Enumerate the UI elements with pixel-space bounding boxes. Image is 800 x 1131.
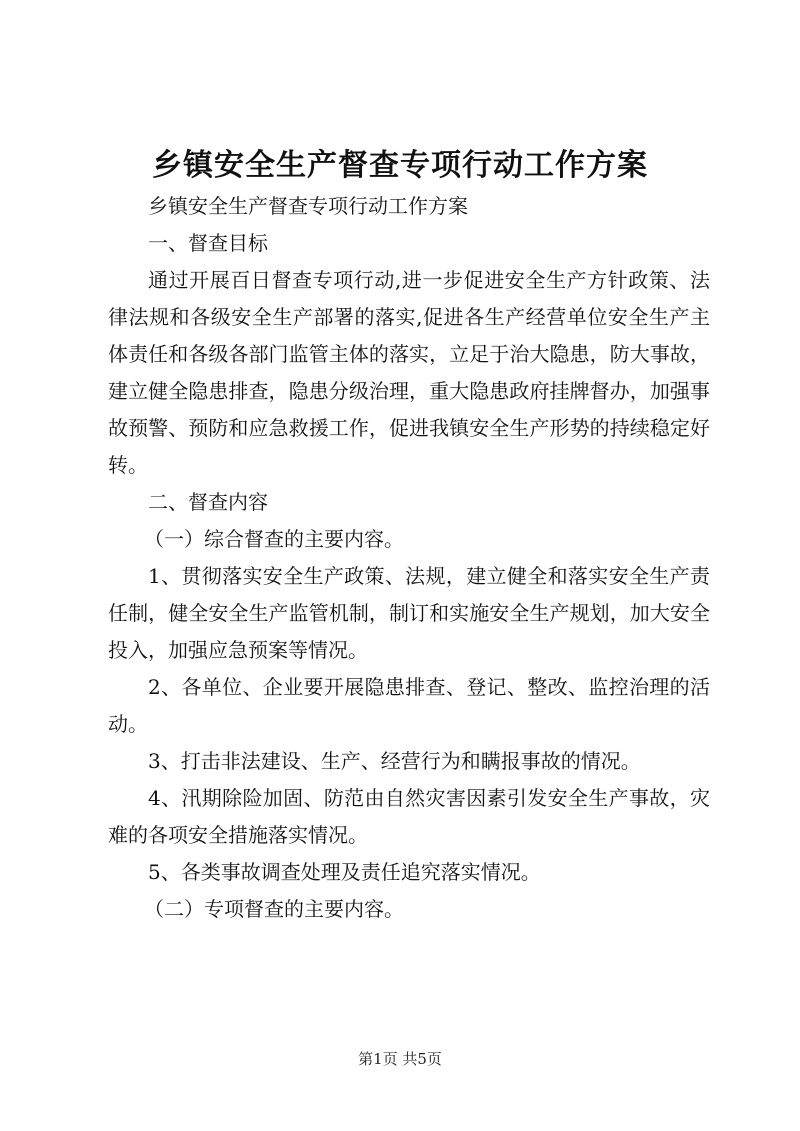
subtitle-paragraph: 乡镇安全生产督查专项行动工作方案: [148, 194, 468, 218]
list-item-3: 3、打击非法建设、生产、经营行为和瞒报事故的情况。: [148, 749, 641, 773]
list-item-5: 5、各类事故调查处理及责任追究落实情况。: [148, 860, 541, 884]
list-item-1: 1、贯彻落实安全生产政策、法规，建立健全和落实安全生产责任制，健全安全生产监管机制，制订和实施安全生产规划，加大安全投入，加强应急预案等情况。: [108, 564, 710, 662]
objectives-paragraph: 通过开展百日督查专项行动,进一步促进安全生产方针政策、法律法规和各级安全生产部署的落实,促进各生产经营单位安全生产主体责任和各级各部门监管主体的落实，立足于治大隐患，防大事故，建立健全隐患排查，隐患分级治理，重大隐患政府挂牌督办，加强事故预警、预防和应急救援工作，促进我镇安全生产形势的持续稳定好转。: [108, 268, 710, 477]
document-title: 乡镇安全生产督查专项行动工作方案: [152, 148, 648, 183]
document-body: [108, 188, 710, 928]
section-heading-content: 二、督查内容: [148, 490, 268, 514]
page-footer: 第1页 共5页: [358, 1050, 442, 1068]
list-item-4: 4、汛期除险加固、防范由自然灾害因素引发安全生产事故，灾难的各项安全措施落实情况。: [108, 786, 710, 847]
section-heading-objectives: 一、督查目标: [148, 231, 268, 255]
subsection-heading-general: （一）综合督查的主要内容。: [144, 527, 404, 551]
list-item-2: 2、各单位、企业要开展隐患排查、登记、整改、监控治理的活动。: [108, 675, 710, 736]
subsection-heading-special: （二）专项督查的主要内容。: [144, 897, 404, 921]
